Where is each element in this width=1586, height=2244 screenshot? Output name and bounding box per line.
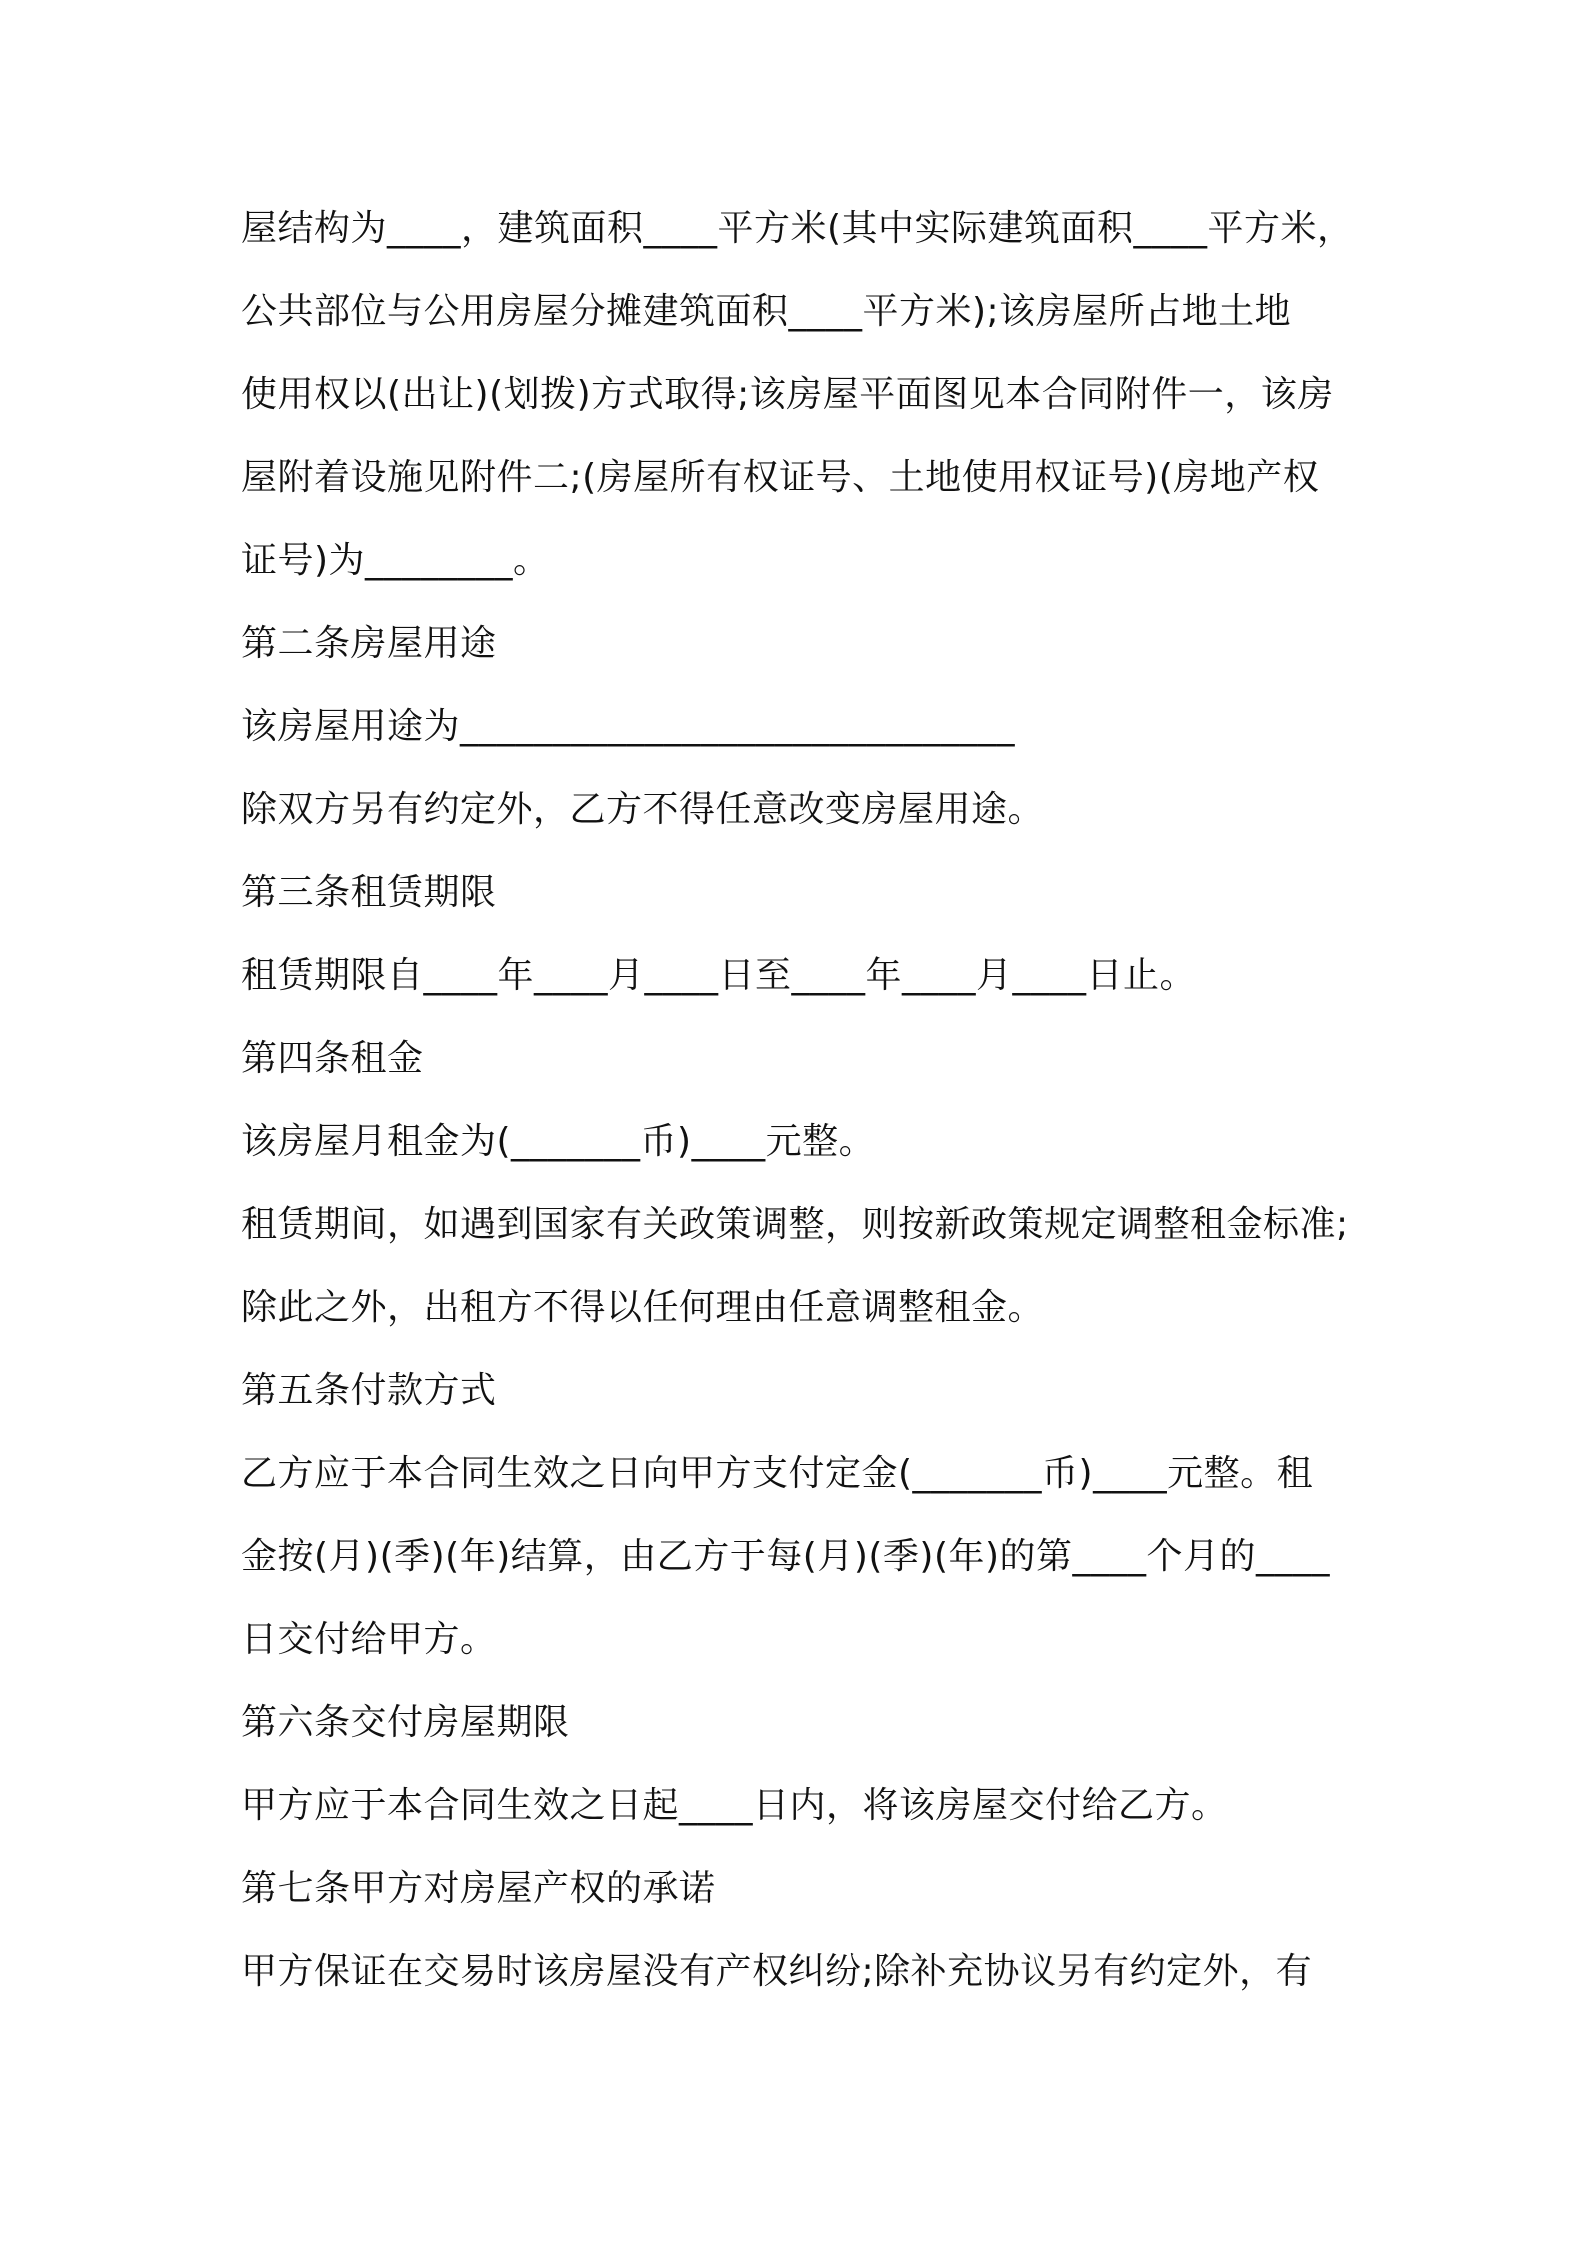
section-heading: 第三条租赁期限 — [241, 872, 497, 913]
paragraph-line: 日交付给甲方。 — [241, 1619, 497, 1660]
paragraph-line: 除此之外，出租方不得以任何理由任意调整租金。 — [241, 1287, 1045, 1328]
section-heading: 第六条交付房屋期限 — [241, 1702, 570, 1743]
paragraph-line: 使用权以(出让)(划拨)方式取得;该房屋平面图见本合同附件一，该房 — [241, 374, 1334, 415]
section-heading: 第四条租金 — [241, 1038, 424, 1079]
paragraph-line: 金按(月)(季)(年)结算，由乙方于每(月)(季)(年)的第____个月的____ — [241, 1536, 1331, 1577]
paragraph-line: 甲方应于本合同生效之日起____日内，将该房屋交付给乙方。 — [241, 1785, 1228, 1826]
paragraph-line: 屋结构为____，建筑面积____平方米(其中实际建筑面积____平方米， — [241, 208, 1354, 249]
paragraph-line: 公共部位与公用房屋分摊建筑面积____平方米);该房屋所占地土地 — [241, 291, 1292, 332]
paragraph-line: 证号)为________。 — [241, 540, 550, 581]
paragraph-line: 该房屋用途为______________________________ — [241, 706, 1016, 747]
paragraph-line: 该房屋月租金为(_______币)____元整。 — [241, 1121, 876, 1162]
section-heading: 第七条甲方对房屋产权的承诺 — [241, 1868, 716, 1909]
paragraph-line: 乙方应于本合同生效之日向甲方支付定金(_______币)____元整。租 — [241, 1453, 1314, 1494]
paragraph-line: 甲方保证在交易时该房屋没有产权纠纷;除补充协议另有约定外，有 — [241, 1951, 1313, 1992]
paragraph-line: 租赁期间，如遇到国家有关政策调整，则按新政策规定调整租金标准; — [241, 1204, 1349, 1245]
section-heading: 第五条付款方式 — [241, 1370, 497, 1411]
paragraph-line: 租赁期限自____年____月____日至____年____月____日止。 — [241, 955, 1197, 996]
section-heading: 第二条房屋用途 — [241, 623, 497, 664]
paragraph-line: 屋附着设施见附件二;(房屋所有权证号、土地使用权证号)(房地产权 — [241, 457, 1320, 498]
paragraph-line: 除双方另有约定外，乙方不得任意改变房屋用途。 — [241, 789, 1045, 830]
